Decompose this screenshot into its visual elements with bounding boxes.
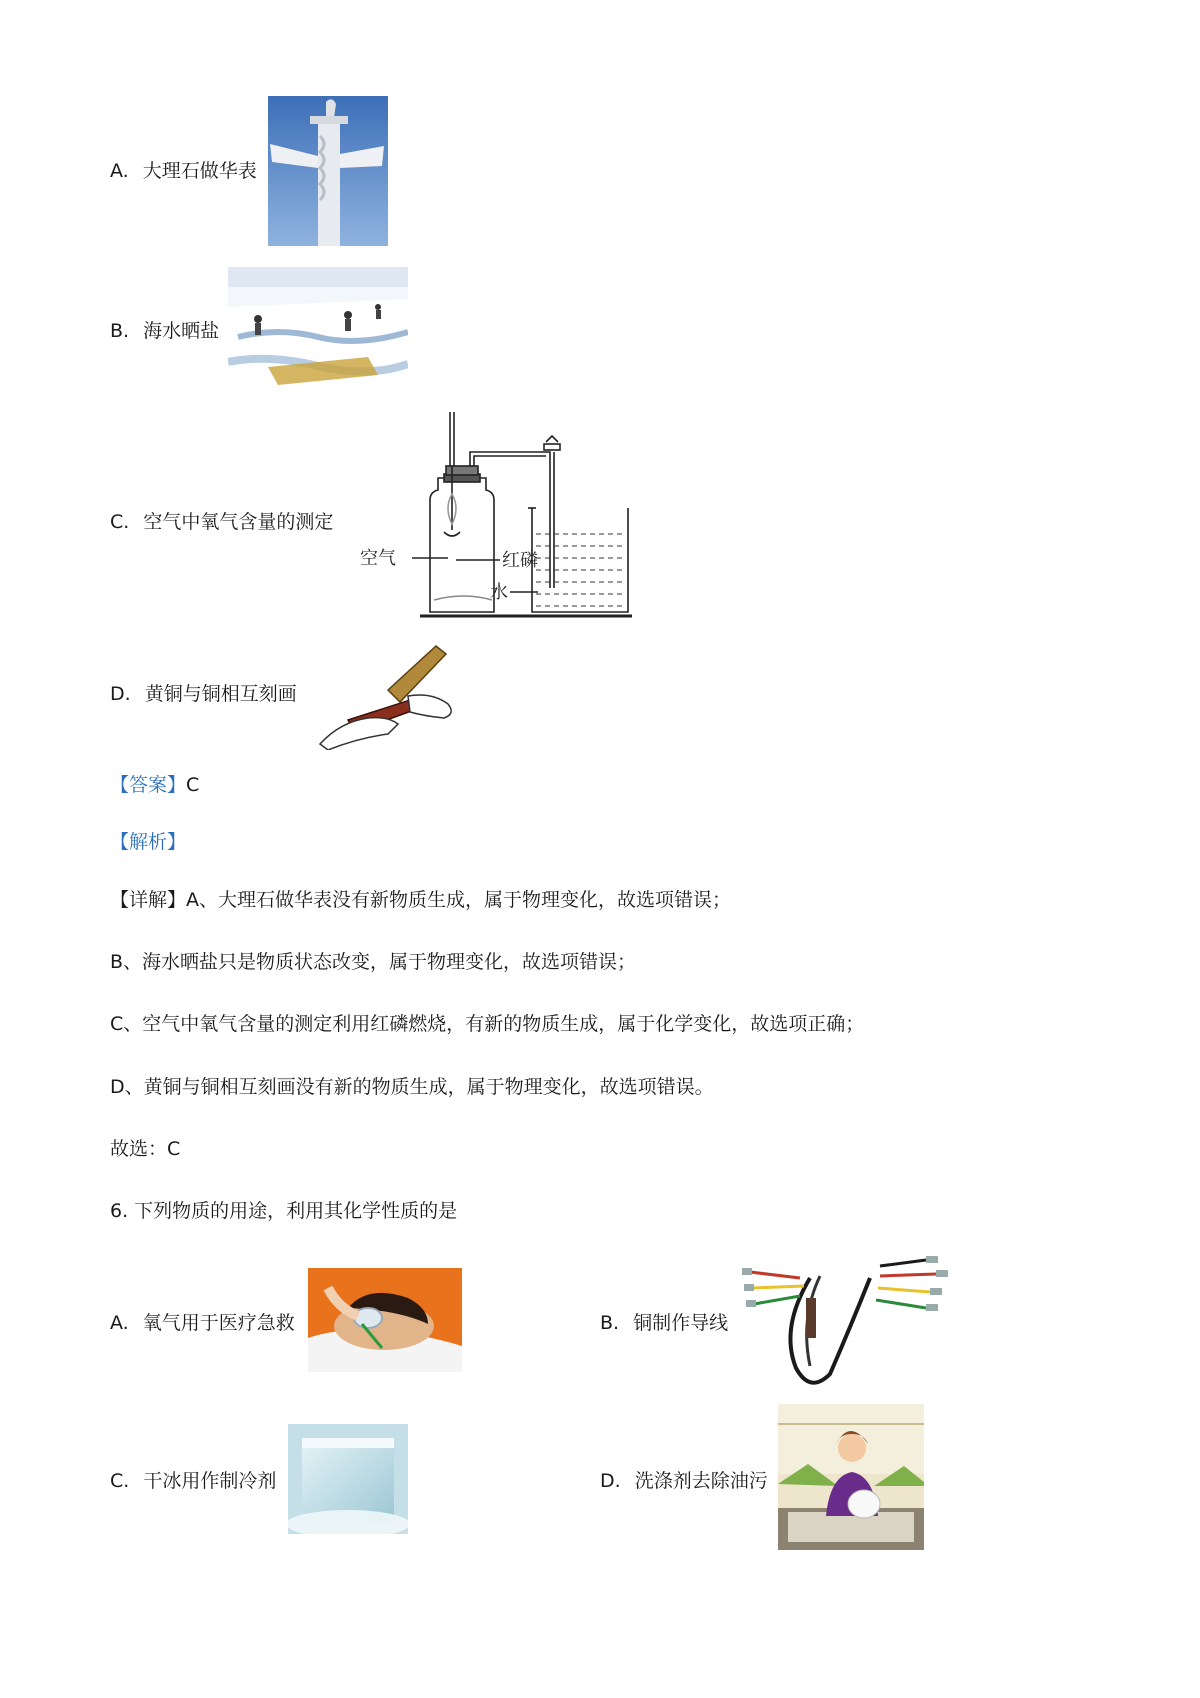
q6-option-d-label: D. <box>600 1470 621 1492</box>
dishwashing-woman-image <box>778 1404 924 1550</box>
q5-option-b <box>110 318 219 344</box>
q5-option-d-label: D. <box>110 683 131 705</box>
detail-line-b: B、海水晒盐只是物质状态改变，属于物理变化，故选项错误； <box>110 951 637 973</box>
q5-option-c-text: 空气中氧气含量的测定 <box>143 511 334 533</box>
detail-tag: 【详解】 <box>110 889 187 911</box>
detail-a-text: A、大理石做华表没有新物质生成，属于物理变化，故选项错误； <box>186 889 732 911</box>
q6-option-c-text: 干冰用作制冷剂 <box>143 1470 277 1492</box>
copper-wire-clips-image <box>740 1248 950 1394</box>
dry-ice-image <box>288 1424 408 1534</box>
q6-option-b-text: 铜制作导线 <box>633 1312 729 1334</box>
q5-option-d-text: 黄铜与铜相互刻画 <box>144 683 297 705</box>
q5-option-a <box>110 158 257 184</box>
sea-salt-field-image <box>228 267 408 391</box>
q5-option-c-label: C. <box>110 511 130 533</box>
q6-option-b <box>600 1310 728 1336</box>
q5-option-d <box>110 681 297 707</box>
detail-conclusion: 故选：C <box>110 1138 181 1160</box>
label-air: 空气 <box>360 548 396 569</box>
q6-option-b-label: B. <box>600 1312 620 1334</box>
oxygen-medical-image <box>308 1268 462 1372</box>
detail-line-a <box>110 887 731 913</box>
label-red-phosphorus: 红磷 <box>502 550 538 571</box>
answer-tag: 【答案】 <box>110 774 187 796</box>
q5-option-a-label: A. <box>110 160 129 182</box>
question6-stem: 6. 下列物质的用途，利用其化学性质的是 <box>110 1200 458 1222</box>
detail-line-c: C、空气中氧气含量的测定利用红磷燃烧，有新的物质生成，属于化学变化，故选项正确； <box>110 1013 865 1035</box>
detail-line-d: D、黄铜与铜相互刻画没有新的物质生成，属于物理变化，故选项错误。 <box>110 1076 714 1098</box>
q5-option-c <box>110 509 333 535</box>
q6-option-a-text: 氧气用于医疗急救 <box>142 1312 295 1334</box>
q6-option-c <box>110 1468 276 1494</box>
q5-option-a-text: 大理石做华表 <box>142 160 257 182</box>
q6-option-d-text: 洗涤剂去除油污 <box>634 1470 768 1492</box>
answer-line <box>110 772 199 798</box>
brass-copper-scratch-image <box>318 640 464 750</box>
oxygen-content-apparatus-diagram <box>360 412 640 622</box>
analysis-tag: 【解析】 <box>110 831 187 853</box>
q6-option-d <box>600 1468 768 1494</box>
q6-option-a-label: A. <box>110 1312 129 1334</box>
huabiao-column-image <box>268 96 388 246</box>
q6-option-c-label: C. <box>110 1470 130 1492</box>
answer-value: C <box>186 774 200 796</box>
q5-option-b-label: B. <box>110 320 130 342</box>
q6-option-a <box>110 1310 295 1336</box>
q5-option-b-text: 海水晒盐 <box>143 320 220 342</box>
label-water: 水 <box>490 582 508 603</box>
